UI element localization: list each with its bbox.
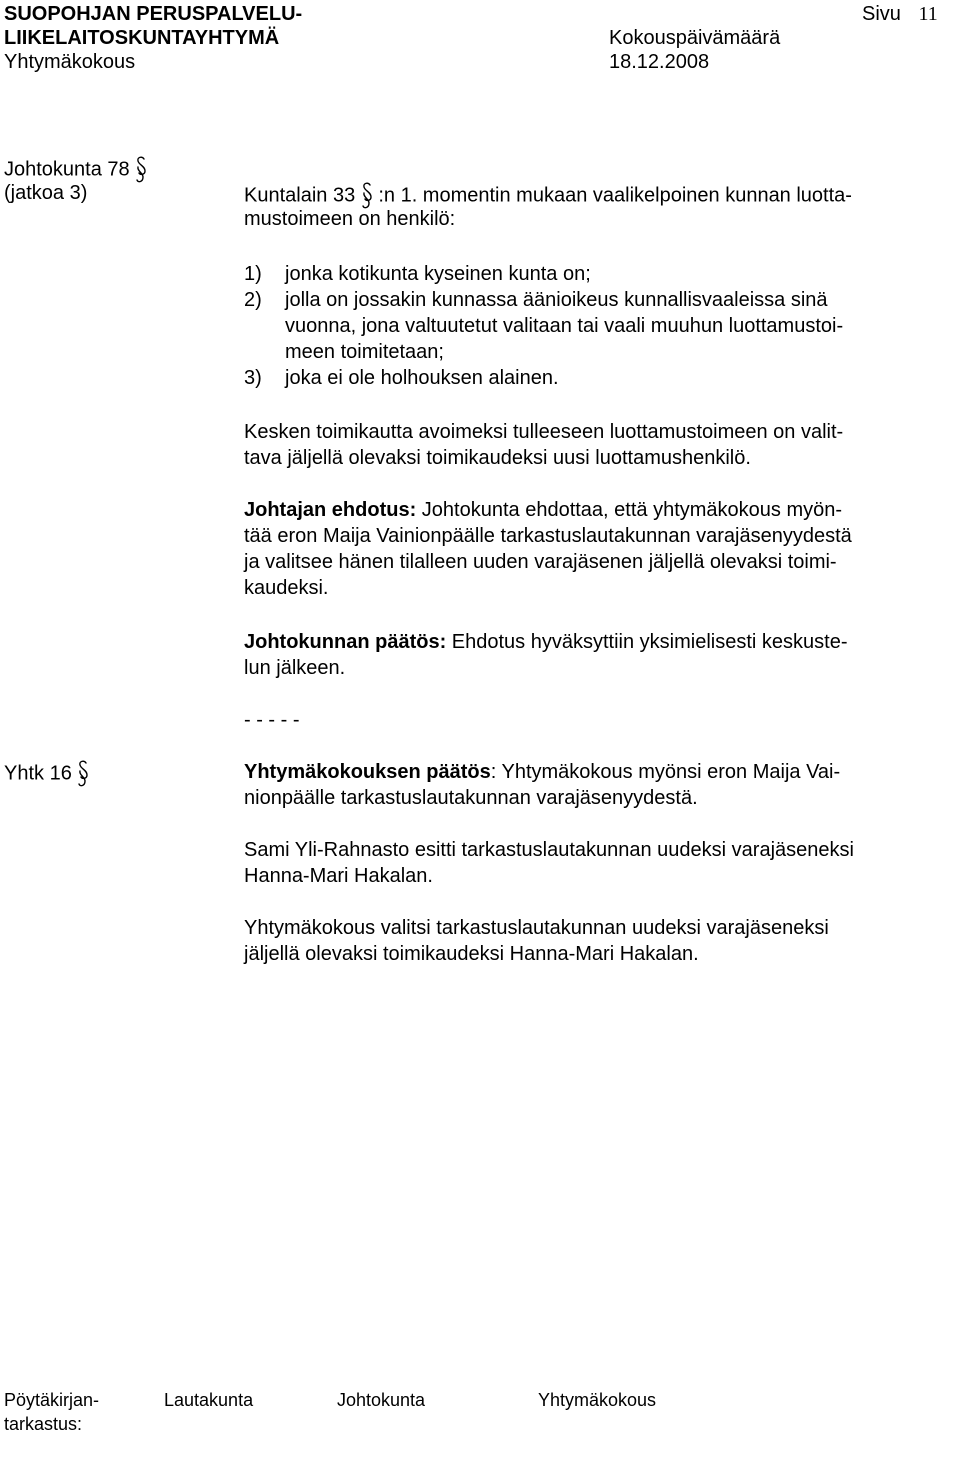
meeting-date-label: Kokouspäivämäärä [609,27,781,49]
assembly-decision-text: : Yhtymäkokous myönsi eron Maija Vai- [490,761,841,783]
footer-column-johtokunta: Johtokunta [337,1390,426,1410]
list-item-number: 3) [244,367,262,389]
page-label: Sivu [862,3,901,25]
minutes-check-label [4,1388,99,1436]
list-item-text: jolla on jossakin kunnassa äänioikeus kunnallisvaaleissa sinä [285,289,828,311]
assembly-decision-label: Yhtymäkokouksen päätös [244,761,491,783]
board-decision-label: Johtokunnan päätös: [244,631,447,653]
vacancy-paragraph-line: tava jäljellä olevaksi toimikaudeksi uusi luottamushenkilö. [244,447,751,469]
page-indicator [862,2,938,26]
meeting-body-name: Yhtymäkokous [4,51,136,73]
list-item-text: vuonna, jona valtuutetut valitaan tai vaali muuhun luottamustoi- [285,315,844,337]
proposal-line: ja valitsee hänen tilalleen uuden varajäsenen jäljellä olevaksi toimi- [244,551,837,573]
nomination-line: Sami Yli-Rahnasto esitti tarkastuslautakunnan uudeksi varajäseneksi [244,839,854,861]
separator: - - - - - [244,709,300,731]
list-item-text: joka ei ole holhouksen alainen. [285,367,559,389]
organization-name-line1: SUOPOHJAN PERUSPALVELU- [4,3,303,25]
intro-text: :n 1. momentin mukaan vaalikelpoinen kunnan luotta- [378,184,852,207]
list-item-text: meen toimitetaan; [285,341,444,363]
proposal-line [244,497,842,523]
nomination-line: Hanna-Mari Hakalan. [244,865,433,887]
proposal-label: Johtajan ehdotus: [244,499,417,521]
section-reference-text: Johtokunta 78 [4,158,130,181]
board-decision-text: Ehdotus hyväksyttiin yksimielisesti keskuste- [446,631,848,653]
board-decision-line: lun jälkeen. [244,657,346,679]
election-line: Yhtymäkokous valitsi tarkastuslautakunnan uudeksi varajäseneksi [244,917,829,939]
vacancy-paragraph-line: Kesken toimikautta avoimeksi tulleeseen luottamustoimeen on valit- [244,421,844,443]
list-item-number: 1) [244,263,262,285]
section-reference-text: Yhtk 16 [4,762,72,785]
proposal-text: Johtokunta ehdottaa, että yhtymäkokous myön- [416,499,843,521]
minutes-check-line2: tarkastus: [4,1414,83,1434]
footer-column-lautakunta: Lautakunta [164,1390,254,1410]
section-reference-yhtk [4,759,89,789]
section-sign-icon [77,759,89,789]
board-decision-line [244,629,847,655]
section-continuation: (jatkoa 3) [4,182,88,204]
assembly-decision-line: nionpäälle tarkastuslautakunnan varajäsenyydestä. [244,787,698,809]
footer-column-yhtymakokous: Yhtymäkokous [538,1390,657,1410]
assembly-decision-line [244,759,840,785]
section-sign-icon [135,155,147,185]
proposal-line: kaudeksi. [244,577,329,599]
page-number: 11 [918,3,938,25]
list-item-number: 2) [244,289,262,311]
intro-line2: mustoimeen on henkilö: [244,208,456,230]
intro-law-ref: Kuntalain 33 [244,184,356,207]
election-line: jäljellä olevaksi toimikaudeksi Hanna-Mari Hakalan. [244,943,699,965]
minutes-check-line1: Pöytäkirjan- [4,1390,100,1410]
list-item-text: jonka kotikunta kyseinen kunta on; [285,263,591,285]
organization-name-line2: LIIKELAITOSKUNTAYHTYMÄ [4,27,280,49]
meeting-date: 18.12.2008 [609,51,710,73]
proposal-line: tää eron Maija Vainionpäälle tarkastuslautakunnan varajäsenyydestä [244,525,852,547]
